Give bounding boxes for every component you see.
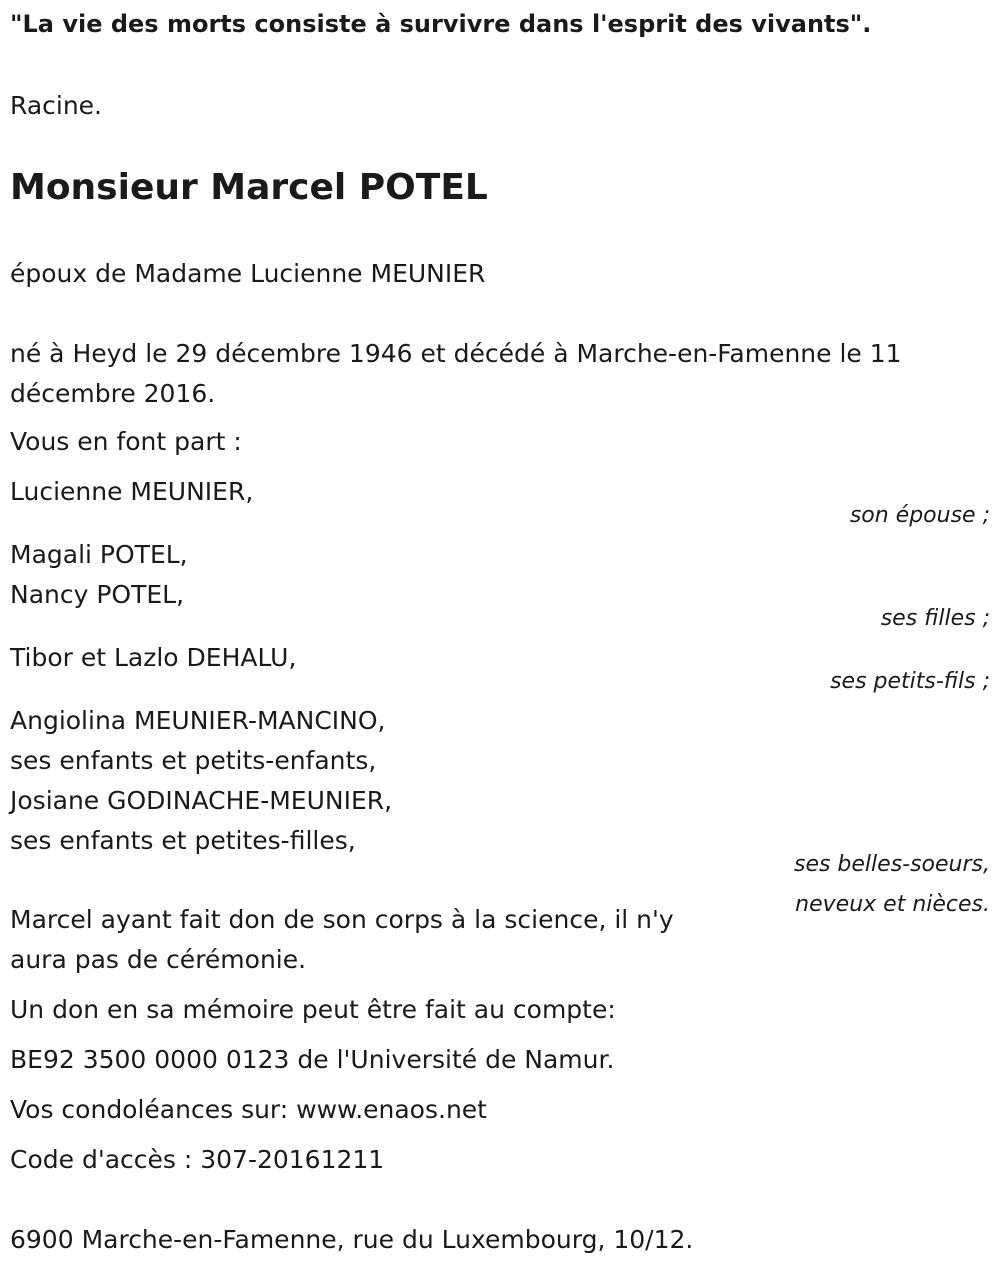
ceremony-line-1: Marcel ayant fait don de son corps à la science, il n'y [10,905,674,934]
family-relation: neveux et nièces. [795,892,990,917]
ceremony-paragraph [10,900,674,980]
ceremony-line-2: aura pas de cérémonie. [10,945,307,974]
family-name: Magali POTEL, [10,540,188,569]
account-line: BE92 3500 0000 0123 de l'Université de Namur. [10,1045,615,1074]
family-relation: son épouse ; [849,503,990,528]
access-code-line: Code d'accès : 307-20161211 [10,1145,385,1174]
family-names-group [10,535,188,615]
epigraph-quote: "La vie des morts consiste à survivre dans l'esprit des vivants". [10,10,872,38]
family-name: Angiolina MEUNIER-MANCINO, [10,706,386,735]
condolences-line: Vos condoléances sur: www.enaos.net [10,1095,487,1124]
address-line: 6900 Marche-en-Famenne, rue du Luxembourg, 10/12. [10,1225,694,1254]
donation-line: Un don en sa mémoire peut être fait au compte: [10,995,616,1024]
announce-line: Vous en font part : [10,427,242,456]
birth-death-line-1: né à Heyd le 29 décembre 1946 et décédé à Marche-en-Famenne le 11 [10,339,902,368]
birth-death-paragraph [10,334,902,414]
family-relation: ses belles-soeurs, [793,852,990,877]
family-name: Lucienne MEUNIER, [10,477,254,506]
family-name: Nancy POTEL, [10,580,185,609]
family-relation: ses petits-fils ; [830,669,990,694]
family-name: ses enfants et petits-enfants, [10,746,377,775]
family-names-group [10,701,392,861]
birth-death-line-2: décembre 2016. [10,379,216,408]
family-name: Josiane GODINACHE-MEUNIER, [10,786,393,815]
epigraph-author: Racine. [10,91,103,120]
deceased-name-heading: Monsieur Marcel POTEL [10,167,488,208]
family-name: Tibor et Lazlo DEHALU, [10,643,297,672]
spouse-line: époux de Madame Lucienne MEUNIER [10,259,486,288]
family-name: ses enfants et petites-filles, [10,826,356,855]
family-relation: ses filles ; [880,606,990,631]
